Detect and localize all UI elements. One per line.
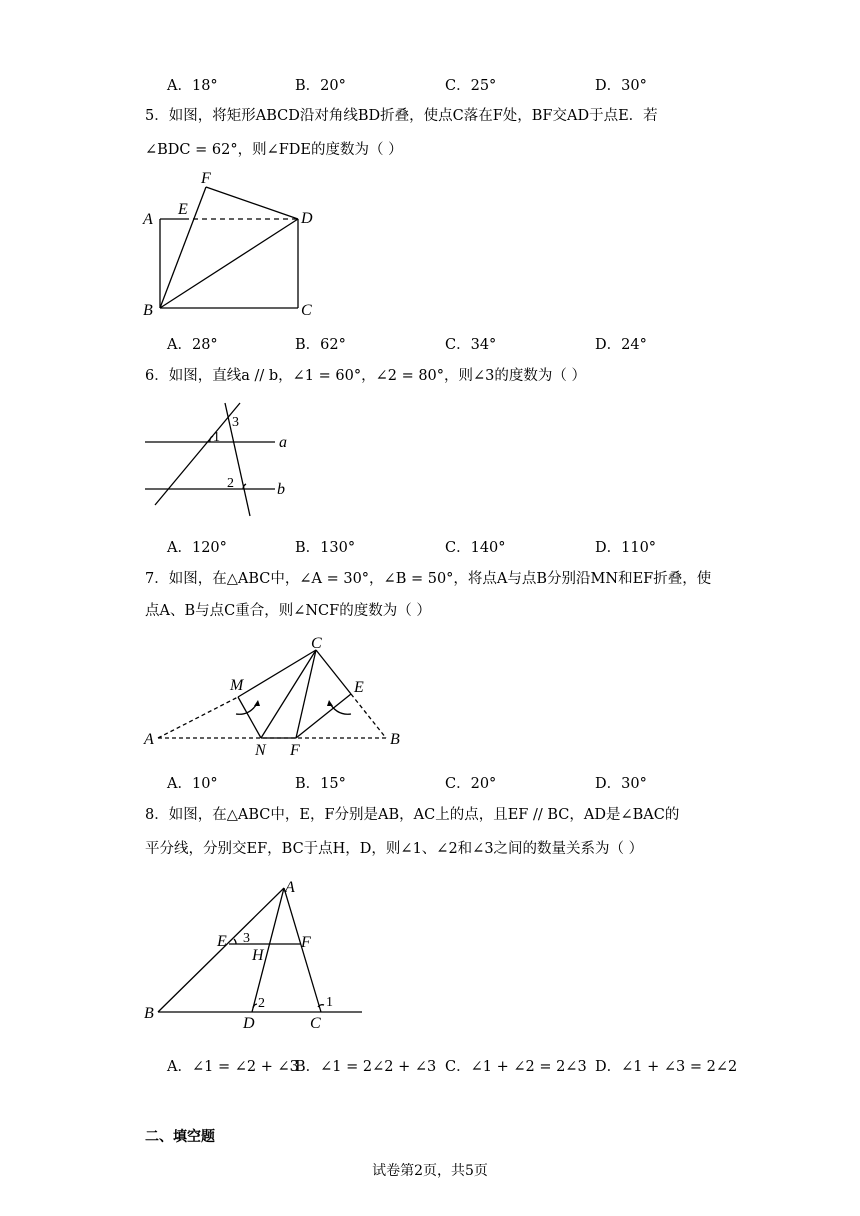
q8-label-2: 2 — [258, 996, 265, 1011]
q4-option-b: B．20° — [295, 78, 346, 94]
q5-figure — [138, 165, 338, 325]
q8-stem-line1: 8．如图，在△ABC中，E，F分别是AB，AC上的点，且EF // BC，AD是∠BAC的 — [145, 807, 680, 823]
q8-option-c: C．∠1 + ∠2 = 2∠3 — [445, 1059, 587, 1075]
q8-label-a: A — [285, 879, 295, 896]
q8-stem-line2: 平分线，分别交EF，BC于点H，D，则∠1、∠2和∠3之间的数量关系为（ ） — [145, 841, 644, 857]
q5-option-a: A．28° — [167, 337, 218, 353]
page-footer: 试卷第2页，共5页 — [372, 1163, 488, 1179]
q5-option-b: B．62° — [295, 337, 346, 353]
q7-stem-line2: 点A、B与点C重合，则∠NCF的度数为（ ） — [145, 603, 431, 619]
q7-stem-line1: 7．如图，在△ABC中，∠A = 30°，∠B = 50°，将点A与点B分别沿MN和EF折叠，使 — [145, 571, 712, 587]
q6-label-1: 1 — [213, 430, 220, 445]
q8-label-1: 1 — [326, 995, 333, 1010]
section-title: 二、填空题 — [145, 1129, 215, 1145]
q5-label-b: B — [143, 302, 153, 319]
q7-option-a: A．10° — [167, 776, 218, 792]
q8-option-b: B．∠1 = 2∠2 + ∠3 — [295, 1059, 437, 1075]
q7-label-m: M — [230, 677, 244, 694]
q8-label-f: F — [301, 934, 311, 951]
q7-label-a: A — [144, 731, 154, 748]
q5-stem-line1: 5．如图，将矩形ABCD沿对角线BD折叠，使点C落在F处，BF交AD于点E．若 — [145, 108, 658, 124]
q4-option-a: A．18° — [167, 78, 218, 94]
q6-label-b: b — [277, 481, 285, 498]
q6-figure — [140, 398, 300, 523]
q5-label-f: F — [201, 170, 211, 187]
q7-label-e: E — [354, 679, 364, 696]
q8-label-3: 3 — [243, 931, 250, 946]
q8-label-h: H — [252, 947, 264, 964]
q7-label-b: B — [390, 731, 400, 748]
q7-figure — [138, 632, 410, 760]
q5-label-a: A — [143, 211, 153, 228]
q5-label-c: C — [301, 302, 312, 319]
q8-option-d: D．∠1 + ∠3 = 2∠2 — [595, 1059, 738, 1075]
q7-label-n: N — [255, 742, 266, 759]
q4-option-d: D．30° — [595, 78, 647, 94]
q8-option-a: A．∠1 = ∠2 + ∠3 — [167, 1059, 299, 1075]
q6-label-3: 3 — [232, 415, 239, 430]
q7-label-c: C — [311, 635, 322, 652]
q5-label-e: E — [178, 201, 188, 218]
q7-option-b: B．15° — [295, 776, 346, 792]
q7-option-c: C．20° — [445, 776, 497, 792]
q4-option-c: C．25° — [445, 78, 497, 94]
q6-stem-line1: 6．如图，直线a // b，∠1 = 60°，∠2 = 80°，则∠3的度数为（ ） — [145, 368, 587, 384]
q6-label-a: a — [279, 434, 287, 451]
q8-figure — [140, 876, 372, 1036]
q6-label-2: 2 — [227, 476, 234, 491]
q6-option-b: B．130° — [295, 540, 356, 556]
q6-option-d: D．110° — [595, 540, 657, 556]
q5-label-d: D — [301, 210, 313, 227]
q8-label-e: E — [217, 933, 227, 950]
q5-stem-line2: ∠BDC = 62°，则∠FDE的度数为（ ） — [145, 142, 403, 158]
q5-option-d: D．24° — [595, 337, 647, 353]
q8-label-b: B — [144, 1005, 154, 1022]
q6-option-c: C．140° — [445, 540, 506, 556]
q8-label-d: D — [243, 1015, 255, 1032]
q7-option-d: D．30° — [595, 776, 647, 792]
q8-label-c: C — [310, 1015, 321, 1032]
q7-label-f: F — [290, 742, 300, 759]
q6-option-a: A．120° — [167, 540, 227, 556]
q5-option-c: C．34° — [445, 337, 497, 353]
